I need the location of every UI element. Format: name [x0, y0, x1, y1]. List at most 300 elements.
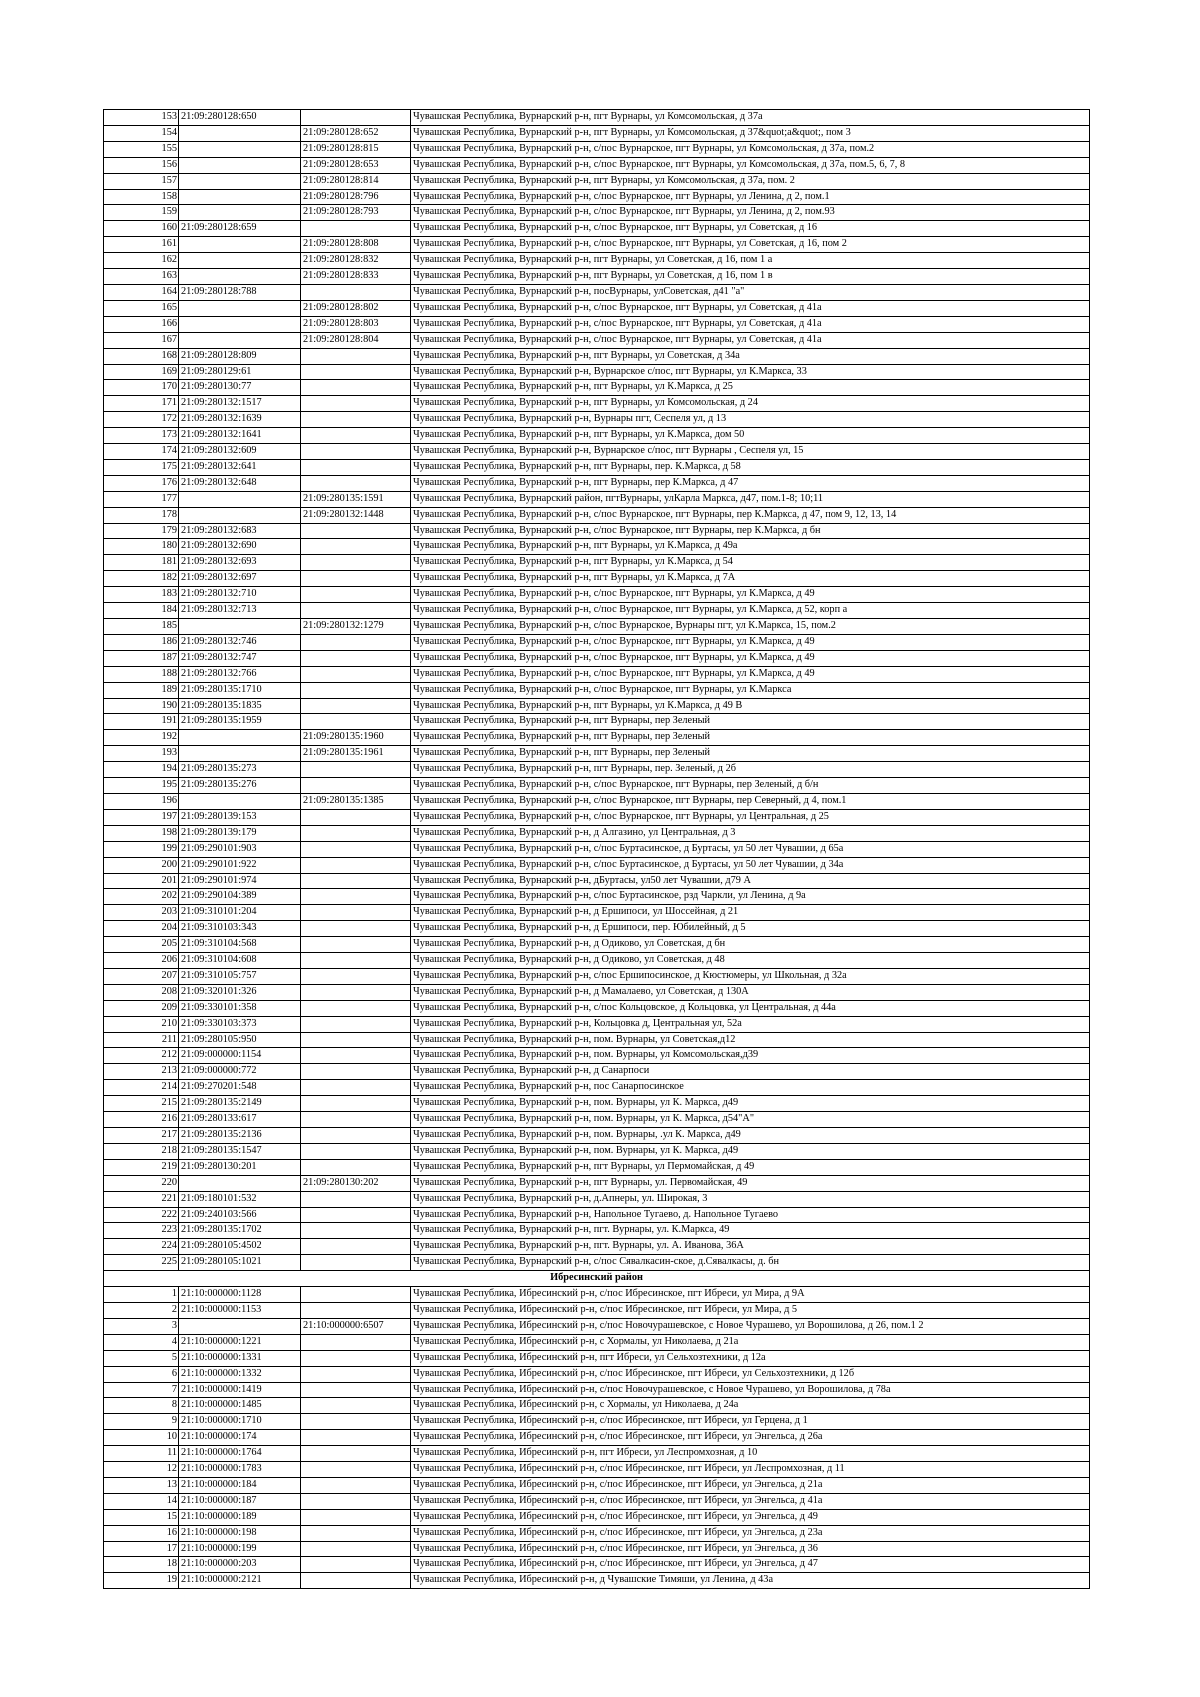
address: Чувашская Республика, Вурнарский р-н, с/пос Вурнарское, пгт Вурнары, ул К.Маркса, д 49 — [411, 650, 1090, 666]
row-number: 181 — [104, 555, 179, 571]
cadastral-number: 21:09:000000:772 — [179, 1064, 301, 1080]
cadastral-number — [179, 141, 301, 157]
cadastral-number — [179, 491, 301, 507]
address: Чувашская Республика, Вурнарский р-н, с/пос Сявалкасин-ское, д.Сявалкасы, д. бн — [411, 1255, 1090, 1271]
address: Чувашская Республика, Вурнарский р-н, с/пос Вурнарское, пгт Вурнары, пер Северный, д 4, пом.1 — [411, 793, 1090, 809]
table-row — [104, 1477, 1090, 1493]
object-cadastral-number — [301, 396, 411, 412]
table-row — [104, 1414, 1090, 1430]
table-row — [104, 189, 1090, 205]
table-row — [104, 682, 1090, 698]
table-row — [104, 1223, 1090, 1239]
address: Чувашская Республика, Вурнарский р-н, пгт Вурнары, ул К.Маркса, д 49а — [411, 539, 1090, 555]
table-row — [104, 348, 1090, 364]
cadastral-number: 21:10:000000:198 — [179, 1525, 301, 1541]
table-row — [104, 269, 1090, 285]
table-row — [104, 778, 1090, 794]
address: Чувашская Республика, Вурнарский р-н, Вурнарское с/пос, пгт Вурнары, ул К.Маркса, 33 — [411, 364, 1090, 380]
table-body — [104, 110, 1090, 1589]
address: Чувашская Республика, Вурнарский р-н, с/пос Вурнарское, пгт Вурнары, пер Зеленый, д б/н — [411, 778, 1090, 794]
cadastral-number: 21:10:000000:1332 — [179, 1366, 301, 1382]
row-number: 161 — [104, 237, 179, 253]
row-number: 220 — [104, 1175, 179, 1191]
row-number: 2 — [104, 1302, 179, 1318]
cadastral-number: 21:10:000000:1710 — [179, 1414, 301, 1430]
address: Чувашская Республика, Вурнарский р-н, пом. Вурнары, ул Комсомольская,д39 — [411, 1048, 1090, 1064]
row-number: 194 — [104, 762, 179, 778]
table-row — [104, 698, 1090, 714]
object-cadastral-number: 21:09:280132:1279 — [301, 619, 411, 635]
table-row — [104, 316, 1090, 332]
row-number: 221 — [104, 1191, 179, 1207]
object-cadastral-number — [301, 1398, 411, 1414]
row-number: 167 — [104, 332, 179, 348]
object-cadastral-number: 21:09:280128:793 — [301, 205, 411, 221]
table-row — [104, 491, 1090, 507]
cadastral-number: 21:09:280128:788 — [179, 284, 301, 300]
cadastral-number: 21:09:280132:683 — [179, 523, 301, 539]
object-cadastral-number: 21:09:280128:815 — [301, 141, 411, 157]
cadastral-number: 21:09:320101:326 — [179, 984, 301, 1000]
object-cadastral-number — [301, 459, 411, 475]
object-cadastral-number — [301, 475, 411, 491]
table-row — [104, 666, 1090, 682]
object-cadastral-number — [301, 1223, 411, 1239]
row-number: 159 — [104, 205, 179, 221]
object-cadastral-number — [301, 841, 411, 857]
address: Чувашская Республика, Вурнарский р-н, с/пос Вурнарское, пгт Вурнары, ул К.Маркса, д 49 — [411, 634, 1090, 650]
object-cadastral-number — [301, 1446, 411, 1462]
object-cadastral-number — [301, 412, 411, 428]
object-cadastral-number: 21:10:000000:6507 — [301, 1318, 411, 1334]
address: Чувашская Республика, Вурнарский р-н, пгт Вурнары, пер К.Маркса, д 47 — [411, 475, 1090, 491]
table-row — [104, 603, 1090, 619]
row-number: 199 — [104, 841, 179, 857]
address: Чувашская Республика, Вурнарский р-н, с/пос Вурнарское, пгт Вурнары, ул Комсомольская, д 37а, пом.5, 6, 7, 8 — [411, 157, 1090, 173]
cadastral-number: 21:09:310105:757 — [179, 968, 301, 984]
object-cadastral-number — [301, 1477, 411, 1493]
address: Чувашская Республика, Вурнарский р-н, с/пос Вурнарское, пгт Вурнары, ул Советская, д 16 — [411, 221, 1090, 237]
address: Чувашская Республика, Ибресинский р-н, пгт Ибреси, ул Леспромхозная, д 10 — [411, 1446, 1090, 1462]
cadastral-number — [179, 253, 301, 269]
cadastral-number: 21:09:290101:903 — [179, 841, 301, 857]
row-number: 204 — [104, 921, 179, 937]
section-header-row — [104, 1271, 1090, 1287]
object-cadastral-number — [301, 1080, 411, 1096]
object-cadastral-number: 21:09:280135:1960 — [301, 730, 411, 746]
address: Чувашская Республика, Ибресинский р-н, пгт Ибреси, ул Сельхозтехники, д 12а — [411, 1350, 1090, 1366]
object-cadastral-number — [301, 1509, 411, 1525]
row-number: 201 — [104, 873, 179, 889]
address: Чувашская Республика, Вурнарский р-н, Вурнары пгт, Сеспеля ул, д 13 — [411, 412, 1090, 428]
row-number: 184 — [104, 603, 179, 619]
address: Чувашская Республика, Вурнарский р-н, д Алгазино, ул Центральная, д 3 — [411, 825, 1090, 841]
cadastral-number: 21:09:280135:2136 — [179, 1128, 301, 1144]
address: Чувашская Республика, Ибресинский р-н, с/пос Ибресинское, пгт Ибреси, ул Леспромхозная, д 11 — [411, 1462, 1090, 1478]
cadastral-number: 21:09:310103:343 — [179, 921, 301, 937]
table-row — [104, 1032, 1090, 1048]
object-cadastral-number — [301, 539, 411, 555]
cadastral-number — [179, 1318, 301, 1334]
table-row — [104, 873, 1090, 889]
cadastral-number — [179, 316, 301, 332]
row-number: 158 — [104, 189, 179, 205]
table-row — [104, 1382, 1090, 1398]
cadastral-number: 21:10:000000:1221 — [179, 1334, 301, 1350]
table-row — [104, 1302, 1090, 1318]
cadastral-number: 21:09:280128:659 — [179, 221, 301, 237]
row-number: 3 — [104, 1318, 179, 1334]
cadastral-number — [179, 507, 301, 523]
table-row — [104, 730, 1090, 746]
object-cadastral-number — [301, 634, 411, 650]
table-row — [104, 1159, 1090, 1175]
row-number: 209 — [104, 1000, 179, 1016]
object-cadastral-number — [301, 937, 411, 953]
row-number: 198 — [104, 825, 179, 841]
row-number: 188 — [104, 666, 179, 682]
cadastral-number — [179, 730, 301, 746]
cadastral-number: 21:09:280132:697 — [179, 571, 301, 587]
row-number: 219 — [104, 1159, 179, 1175]
cadastral-number: 21:09:290101:922 — [179, 857, 301, 873]
address: Чувашская Республика, Ибресинский р-н, с/пос Ибресинское, пгт Ибреси, ул Энгельса, д 41а — [411, 1493, 1090, 1509]
row-number: 162 — [104, 253, 179, 269]
object-cadastral-number — [301, 1525, 411, 1541]
row-number: 4 — [104, 1334, 179, 1350]
table-row — [104, 1080, 1090, 1096]
cadastral-number: 21:09:280135:1547 — [179, 1143, 301, 1159]
row-number: 155 — [104, 141, 179, 157]
cadastral-number: 21:10:000000:184 — [179, 1477, 301, 1493]
table-row — [104, 571, 1090, 587]
object-cadastral-number: 21:09:280130:202 — [301, 1175, 411, 1191]
address: Чувашская Республика, Вурнарский р-н, с/пос Вурнарское, пгт Вурнары, ул Комсомольская, д 37а, пом.2 — [411, 141, 1090, 157]
row-number: 186 — [104, 634, 179, 650]
address: Чувашская Республика, Вурнарский р-н, с/пос Вурнарское, пгт Вурнары, ул К.Маркса, д 49 — [411, 666, 1090, 682]
cadastral-number: 21:09:280128:809 — [179, 348, 301, 364]
table-row — [104, 650, 1090, 666]
table-row — [104, 237, 1090, 253]
address: Чувашская Республика, Вурнарский р-н, пом. Вурнары, ул К. Маркса, д49 — [411, 1096, 1090, 1112]
cadastral-number: 21:09:330103:373 — [179, 1016, 301, 1032]
address: Чувашская Республика, Вурнарский р-н, д Ершипоси, пер. Юбилейный, д 5 — [411, 921, 1090, 937]
address: Чувашская Республика, Вурнарский р-н, пгт Вурнары, ул Советская, д 16, пом 1 в — [411, 269, 1090, 285]
cadastral-number: 21:09:280132:641 — [179, 459, 301, 475]
row-number: 5 — [104, 1350, 179, 1366]
cadastral-number: 21:10:000000:2121 — [179, 1573, 301, 1589]
object-cadastral-number: 21:09:280128:833 — [301, 269, 411, 285]
object-cadastral-number — [301, 1048, 411, 1064]
cadastral-number — [179, 269, 301, 285]
table-row — [104, 1287, 1090, 1303]
cadastral-number — [179, 189, 301, 205]
table-row — [104, 634, 1090, 650]
cadastral-number — [179, 1175, 301, 1191]
cadastral-number: 21:10:000000:199 — [179, 1541, 301, 1557]
table-row — [104, 857, 1090, 873]
row-number: 193 — [104, 746, 179, 762]
address: Чувашская Республика, Вурнарский р-н, с/пос Вурнарское, пгт Вурнары, ул К.Маркса — [411, 682, 1090, 698]
table-row — [104, 825, 1090, 841]
object-cadastral-number: 21:09:280135:1591 — [301, 491, 411, 507]
cadastral-number — [179, 125, 301, 141]
cadastral-number: 21:10:000000:203 — [179, 1557, 301, 1573]
cadastral-number: 21:09:180101:532 — [179, 1191, 301, 1207]
address: Чувашская Республика, Ибресинский р-н, с/пос Ибресинское, пгт Ибреси, ул Энгельса, д 47 — [411, 1557, 1090, 1573]
object-cadastral-number: 21:09:280135:1385 — [301, 793, 411, 809]
table-row — [104, 364, 1090, 380]
address: Чувашская Республика, Вурнарский р-н, пгт Вурнары, ул Пермомайская, д 49 — [411, 1159, 1090, 1175]
address: Чувашская Республика, Вурнарский р-н, д Одиково, ул Советская, д бн — [411, 937, 1090, 953]
object-cadastral-number — [301, 714, 411, 730]
object-cadastral-number — [301, 1207, 411, 1223]
row-number: 19 — [104, 1573, 179, 1589]
object-cadastral-number — [301, 555, 411, 571]
address: Чувашская Республика, Ибресинский р-н, с/пос Ибресинское, пгт Ибреси, ул Герцена, д 1 — [411, 1414, 1090, 1430]
property-table — [103, 109, 1090, 1589]
object-cadastral-number — [301, 889, 411, 905]
object-cadastral-number — [301, 1032, 411, 1048]
table-row — [104, 746, 1090, 762]
object-cadastral-number — [301, 1350, 411, 1366]
table-row — [104, 444, 1090, 460]
address: Чувашская Республика, Вурнарский р-н, с/пос Вурнарское, Вурнары пгт, ул К.Маркса, 15, пом.2 — [411, 619, 1090, 635]
object-cadastral-number — [301, 1064, 411, 1080]
cadastral-number: 21:09:280139:179 — [179, 825, 301, 841]
object-cadastral-number — [301, 587, 411, 603]
document-page — [103, 109, 1089, 1589]
object-cadastral-number — [301, 1302, 411, 1318]
table-row — [104, 1573, 1090, 1589]
object-cadastral-number: 21:09:280128:814 — [301, 173, 411, 189]
object-cadastral-number — [301, 603, 411, 619]
table-row — [104, 1239, 1090, 1255]
table-row — [104, 1366, 1090, 1382]
address: Чувашская Республика, Ибресинский р-н, с/пос Ибресинское, пгт Ибреси, ул Мира, д 9А — [411, 1287, 1090, 1303]
object-cadastral-number — [301, 1096, 411, 1112]
row-number: 14 — [104, 1493, 179, 1509]
table-row — [104, 793, 1090, 809]
address: Чувашская Республика, Вурнарский р-н, Вурнарское с/пос, пгт Вурнары , Сеспеля ул, 15 — [411, 444, 1090, 460]
table-row — [104, 125, 1090, 141]
row-number: 205 — [104, 937, 179, 953]
address: Чувашская Республика, Вурнарский р-н, д.Апнеры, ул. Широкая, 3 — [411, 1191, 1090, 1207]
object-cadastral-number — [301, 682, 411, 698]
table-row — [104, 475, 1090, 491]
cadastral-number: 21:09:280128:650 — [179, 110, 301, 126]
table-row — [104, 1557, 1090, 1573]
row-number: 224 — [104, 1239, 179, 1255]
row-number: 218 — [104, 1143, 179, 1159]
row-number: 168 — [104, 348, 179, 364]
table-row — [104, 539, 1090, 555]
row-number: 7 — [104, 1382, 179, 1398]
address: Чувашская Республика, Вурнарский р-н, д Одиково, ул Советская, д 48 — [411, 953, 1090, 969]
row-number: 207 — [104, 968, 179, 984]
address: Чувашская Республика, Вурнарский р-н, с/пос Вурнарское, пгт Вурнары, ул Советская, д 41а — [411, 300, 1090, 316]
address: Чувашская Республика, Вурнарский р-н, пом. Вурнары, ул Советская,д12 — [411, 1032, 1090, 1048]
object-cadastral-number — [301, 1000, 411, 1016]
row-number: 179 — [104, 523, 179, 539]
table-row — [104, 1350, 1090, 1366]
object-cadastral-number — [301, 698, 411, 714]
cadastral-number — [179, 205, 301, 221]
object-cadastral-number — [301, 1430, 411, 1446]
object-cadastral-number — [301, 984, 411, 1000]
object-cadastral-number — [301, 905, 411, 921]
row-number: 197 — [104, 809, 179, 825]
cadastral-number: 21:09:280132:713 — [179, 603, 301, 619]
cadastral-number: 21:09:280135:273 — [179, 762, 301, 778]
row-number: 200 — [104, 857, 179, 873]
row-number: 223 — [104, 1223, 179, 1239]
table-row — [104, 284, 1090, 300]
address: Чувашская Республика, Вурнарский р-н, д Мамалаево, ул Советская, д 130А — [411, 984, 1090, 1000]
object-cadastral-number — [301, 523, 411, 539]
address: Чувашская Республика, Вурнарский р-н, с/пос Буртасинское, д Буртасы, ул 50 лет Чувашии, д 65а — [411, 841, 1090, 857]
address: Чувашская Республика, Вурнарский р-н, д Санарпоси — [411, 1064, 1090, 1080]
cadastral-number: 21:09:280135:1959 — [179, 714, 301, 730]
object-cadastral-number — [301, 1016, 411, 1032]
row-number: 191 — [104, 714, 179, 730]
table-row — [104, 968, 1090, 984]
cadastral-number: 21:10:000000:1331 — [179, 1350, 301, 1366]
object-cadastral-number — [301, 1128, 411, 1144]
address: Чувашская Республика, Вурнарский р-н, дБуртасы, ул50 лет Чувашии, д79 А — [411, 873, 1090, 889]
cadastral-number — [179, 619, 301, 635]
cadastral-number: 21:09:280132:693 — [179, 555, 301, 571]
address: Чувашская Республика, Вурнарский р-н, с/пос Вурнарское, пгт Вурнары, ул Советская, д 41а — [411, 332, 1090, 348]
table-row — [104, 1207, 1090, 1223]
address: Чувашская Республика, Вурнарский р-н, пгт. Вурнары, ул. А. Иванова, 36А — [411, 1239, 1090, 1255]
cadastral-number: 21:10:000000:174 — [179, 1430, 301, 1446]
table-row — [104, 459, 1090, 475]
object-cadastral-number — [301, 857, 411, 873]
object-cadastral-number: 21:09:280128:652 — [301, 125, 411, 141]
cadastral-number: 21:09:280139:153 — [179, 809, 301, 825]
cadastral-number: 21:09:280135:1710 — [179, 682, 301, 698]
object-cadastral-number — [301, 762, 411, 778]
row-number: 202 — [104, 889, 179, 905]
object-cadastral-number — [301, 428, 411, 444]
address: Чувашская Республика, Ибресинский р-н, с Хормалы, ул Николаева, д 21а — [411, 1334, 1090, 1350]
table-row — [104, 507, 1090, 523]
table-row — [104, 762, 1090, 778]
table-row — [104, 157, 1090, 173]
row-number: 163 — [104, 269, 179, 285]
cadastral-number: 21:09:330101:358 — [179, 1000, 301, 1016]
object-cadastral-number — [301, 666, 411, 682]
row-number: 156 — [104, 157, 179, 173]
row-number: 216 — [104, 1112, 179, 1128]
table-row — [104, 1334, 1090, 1350]
cadastral-number: 21:09:310101:204 — [179, 905, 301, 921]
table-row — [104, 332, 1090, 348]
object-cadastral-number — [301, 1541, 411, 1557]
cadastral-number: 21:09:280130:77 — [179, 380, 301, 396]
address: Чувашская Республика, Вурнарский р-н, пгт Вурнары, пер Зеленый — [411, 746, 1090, 762]
address: Чувашская Республика, Вурнарский р-н, пгт Вурнары, ул Комсомольская, д 24 — [411, 396, 1090, 412]
address: Чувашская Республика, Вурнарский р-н, пгт Вурнары, пер. Зеленый, д 2б — [411, 762, 1090, 778]
object-cadastral-number — [301, 1159, 411, 1175]
object-cadastral-number — [301, 1255, 411, 1271]
table-row — [104, 905, 1090, 921]
row-number: 211 — [104, 1032, 179, 1048]
address: Чувашская Республика, Вурнарский р-н, пгт Вурнары, ул Комсомольская, д 37а — [411, 110, 1090, 126]
row-number: 215 — [104, 1096, 179, 1112]
address: Чувашская Республика, Ибресинский р-н, с/пос Ибресинское, пгт Ибреси, ул Мира, д 5 — [411, 1302, 1090, 1318]
table-row — [104, 921, 1090, 937]
address: Чувашская Республика, Ибресинский р-н, с/пос Новочурашевское, с Новое Чурашево, ул Ворошилова, д 26, пом.1 2 — [411, 1318, 1090, 1334]
cadastral-number: 21:09:280132:1639 — [179, 412, 301, 428]
address: Чувашская Республика, Вурнарский р-н, с/пос Ершипосинское, д Кюстюмеры, ул Школьная, д 32а — [411, 968, 1090, 984]
address: Чувашская Республика, Вурнарский р-н, Напольное Тугаево, д. Напольное Тугаево — [411, 1207, 1090, 1223]
row-number: 10 — [104, 1430, 179, 1446]
row-number: 187 — [104, 650, 179, 666]
table-row — [104, 1430, 1090, 1446]
row-number: 176 — [104, 475, 179, 491]
address: Чувашская Республика, Вурнарский р-н, пгт. Вурнары, ул. К.Маркса, 49 — [411, 1223, 1090, 1239]
object-cadastral-number — [301, 1239, 411, 1255]
row-number: 166 — [104, 316, 179, 332]
object-cadastral-number — [301, 380, 411, 396]
address: Чувашская Республика, Вурнарский р-н, с/пос Вурнарское, пгт Вурнары, ул Центральная, д 25 — [411, 809, 1090, 825]
table-row — [104, 1398, 1090, 1414]
address: Чувашская Республика, Вурнарский район, пгтВурнары, улКарла Маркса, д47, пом.1-8; 10;11 — [411, 491, 1090, 507]
address: Чувашская Республика, Вурнарский р-н, пом. Вурнары, .ул К. Маркса, д49 — [411, 1128, 1090, 1144]
row-number: 222 — [104, 1207, 179, 1223]
address: Чувашская Республика, Вурнарский р-н, пгт Вурнары, пер Зеленый — [411, 714, 1090, 730]
row-number: 11 — [104, 1446, 179, 1462]
table-row — [104, 253, 1090, 269]
row-number: 174 — [104, 444, 179, 460]
address: Чувашская Республика, Вурнарский р-н, пгт Вурнары, пер Зеленый — [411, 730, 1090, 746]
row-number: 214 — [104, 1080, 179, 1096]
cadastral-number: 21:10:000000:189 — [179, 1509, 301, 1525]
cadastral-number: 21:09:310104:568 — [179, 937, 301, 953]
cadastral-number: 21:09:290101:974 — [179, 873, 301, 889]
object-cadastral-number: 21:09:280135:1961 — [301, 746, 411, 762]
cadastral-number — [179, 332, 301, 348]
row-number: 192 — [104, 730, 179, 746]
table-row — [104, 714, 1090, 730]
table-row — [104, 396, 1090, 412]
row-number: 217 — [104, 1128, 179, 1144]
row-number: 195 — [104, 778, 179, 794]
cadastral-number: 21:09:280132:766 — [179, 666, 301, 682]
table-row — [104, 380, 1090, 396]
row-number: 180 — [104, 539, 179, 555]
cadastral-number — [179, 793, 301, 809]
address: Чувашская Республика, Ибресинский р-н, с Хормалы, ул Николаева, д 24а — [411, 1398, 1090, 1414]
row-number: 213 — [104, 1064, 179, 1080]
address: Чувашская Республика, Вурнарский р-н, Кольцовка д, Центральная ул, 52а — [411, 1016, 1090, 1032]
row-number: 171 — [104, 396, 179, 412]
address: Чувашская Республика, Вурнарский р-н, пгт Вурнары, ул Советская, д 34а — [411, 348, 1090, 364]
table-row — [104, 889, 1090, 905]
row-number: 154 — [104, 125, 179, 141]
object-cadastral-number — [301, 650, 411, 666]
address: Чувашская Республика, Вурнарский р-н, с/пос Вурнарское, пгт Вурнары, ул К.Маркса, д 49 — [411, 587, 1090, 603]
table-row — [104, 1096, 1090, 1112]
object-cadastral-number — [301, 110, 411, 126]
row-number: 17 — [104, 1541, 179, 1557]
table-row — [104, 1446, 1090, 1462]
object-cadastral-number — [301, 778, 411, 794]
cadastral-number: 21:10:000000:1419 — [179, 1382, 301, 1398]
object-cadastral-number: 21:09:280128:804 — [301, 332, 411, 348]
